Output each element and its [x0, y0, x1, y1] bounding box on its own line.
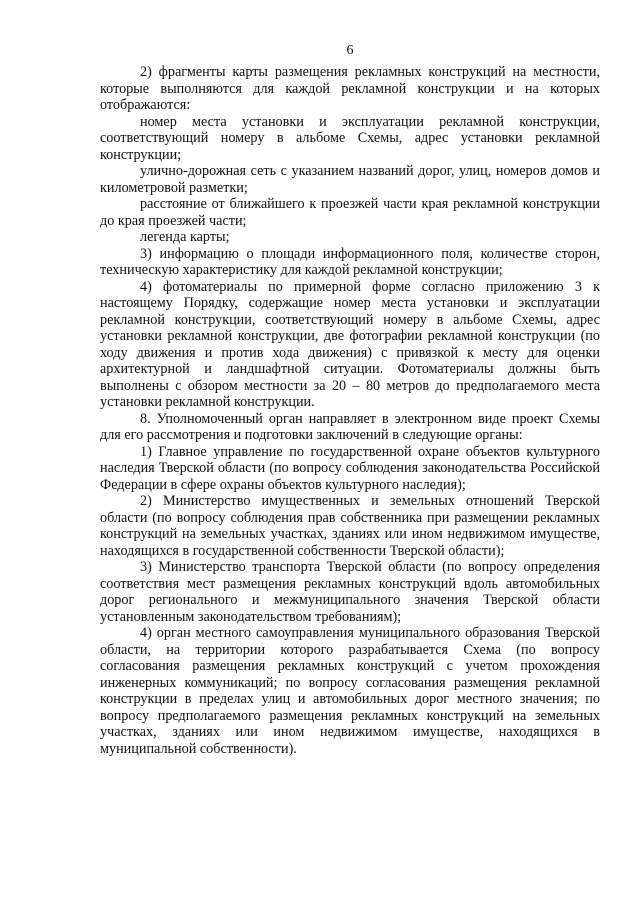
paragraph-info-field: 3) информацию о площади информационного поля, количестве сторон, техническую характеристику для каждой рекламной конструкции; [100, 245, 600, 278]
paragraph-map-legend: легенда карты; [140, 229, 230, 245]
page-number: 6 [346, 43, 354, 58]
paragraph-map-fragments: 2) фрагменты карты размещения рекламных конструкций на местности, которые выполняются для каждой рекламной конструкции и на которых отображаются: [100, 64, 600, 113]
paragraph-property-ministry: 2) Министерство имущественных и земельных отношений Тверской области (по вопросу соблюдения прав собственника при размещении рекламных конструкций на земельных участках, зданиях или ином недвижимом имуществе, находящихся в государственной собственности Тверской области); [100, 493, 600, 559]
paragraph-transport-ministry: 3) Министерство транспорта Тверской области (по вопросу определения соответствия мест размещения рекламных конструкций вдоль автомобильных дорог регионального и межмуниципального значения Тверской области установленным законодательством требованиям); [100, 559, 600, 625]
paragraph-photo-materials: 4) фотоматериалы по примерной форме согласно приложению 3 к настоящему Порядку, содержащие номер места установки и эксплуатации рекламной конструкции, соответствующий номеру в альбоме Схемы, адрес установки рекламной конструкции, две фотографии рекламной конструкции (по ходу движения и против хода движения) с привязкой к месту для оценки архитектурной и ландшафтной ситуации. Фотоматериалы должны быть выполнены с обзором местности за 20 – 80 метров до предполагаемого места установки рекламной конструкции. [100, 278, 600, 410]
paragraph-distance: расстояние от ближайшего к проезжей части края рекламной конструкции до края проезжей части; [100, 196, 600, 229]
paragraph-cultural-heritage: 1) Главное управление по государственной охране объектов культурного наследия Тверской области (по вопросу соблюдения законодательства Российской Федерации в сфере охраны объектов культурного наследия); [100, 443, 600, 493]
paragraph-installation-number: номер места установки и эксплуатации рекламной конструкции, соответствующий номеру в альбоме Схемы, адрес установки рекламной конструкции; [100, 113, 600, 163]
paragraph-local-government: 4) орган местного самоуправления муниципального образования Тверской области, на территории которого разрабатывается Схема (по вопросу согласования размещения рекламных конструкций с учетом прохождения инженерных коммуникаций; по вопросу согласования размещения рекламной конструкции в пределах улиц и автомобильных дорог местного значения; по вопросу предполагаемого размещения рекламных конструкций на земельных участках, зданиях или ином недвижимом имуществе, находящихся в муниципальной собственности). [100, 625, 600, 757]
paragraph-section-8: 8. Уполномоченный орган направляет в электронном виде проект Схемы для его рассмотрения и подготовки заключений в следующие органы: [100, 410, 600, 443]
paragraph-road-network: улично-дорожная сеть с указанием названий дорог, улиц, номеров домов и километровой разметки; [100, 163, 600, 196]
